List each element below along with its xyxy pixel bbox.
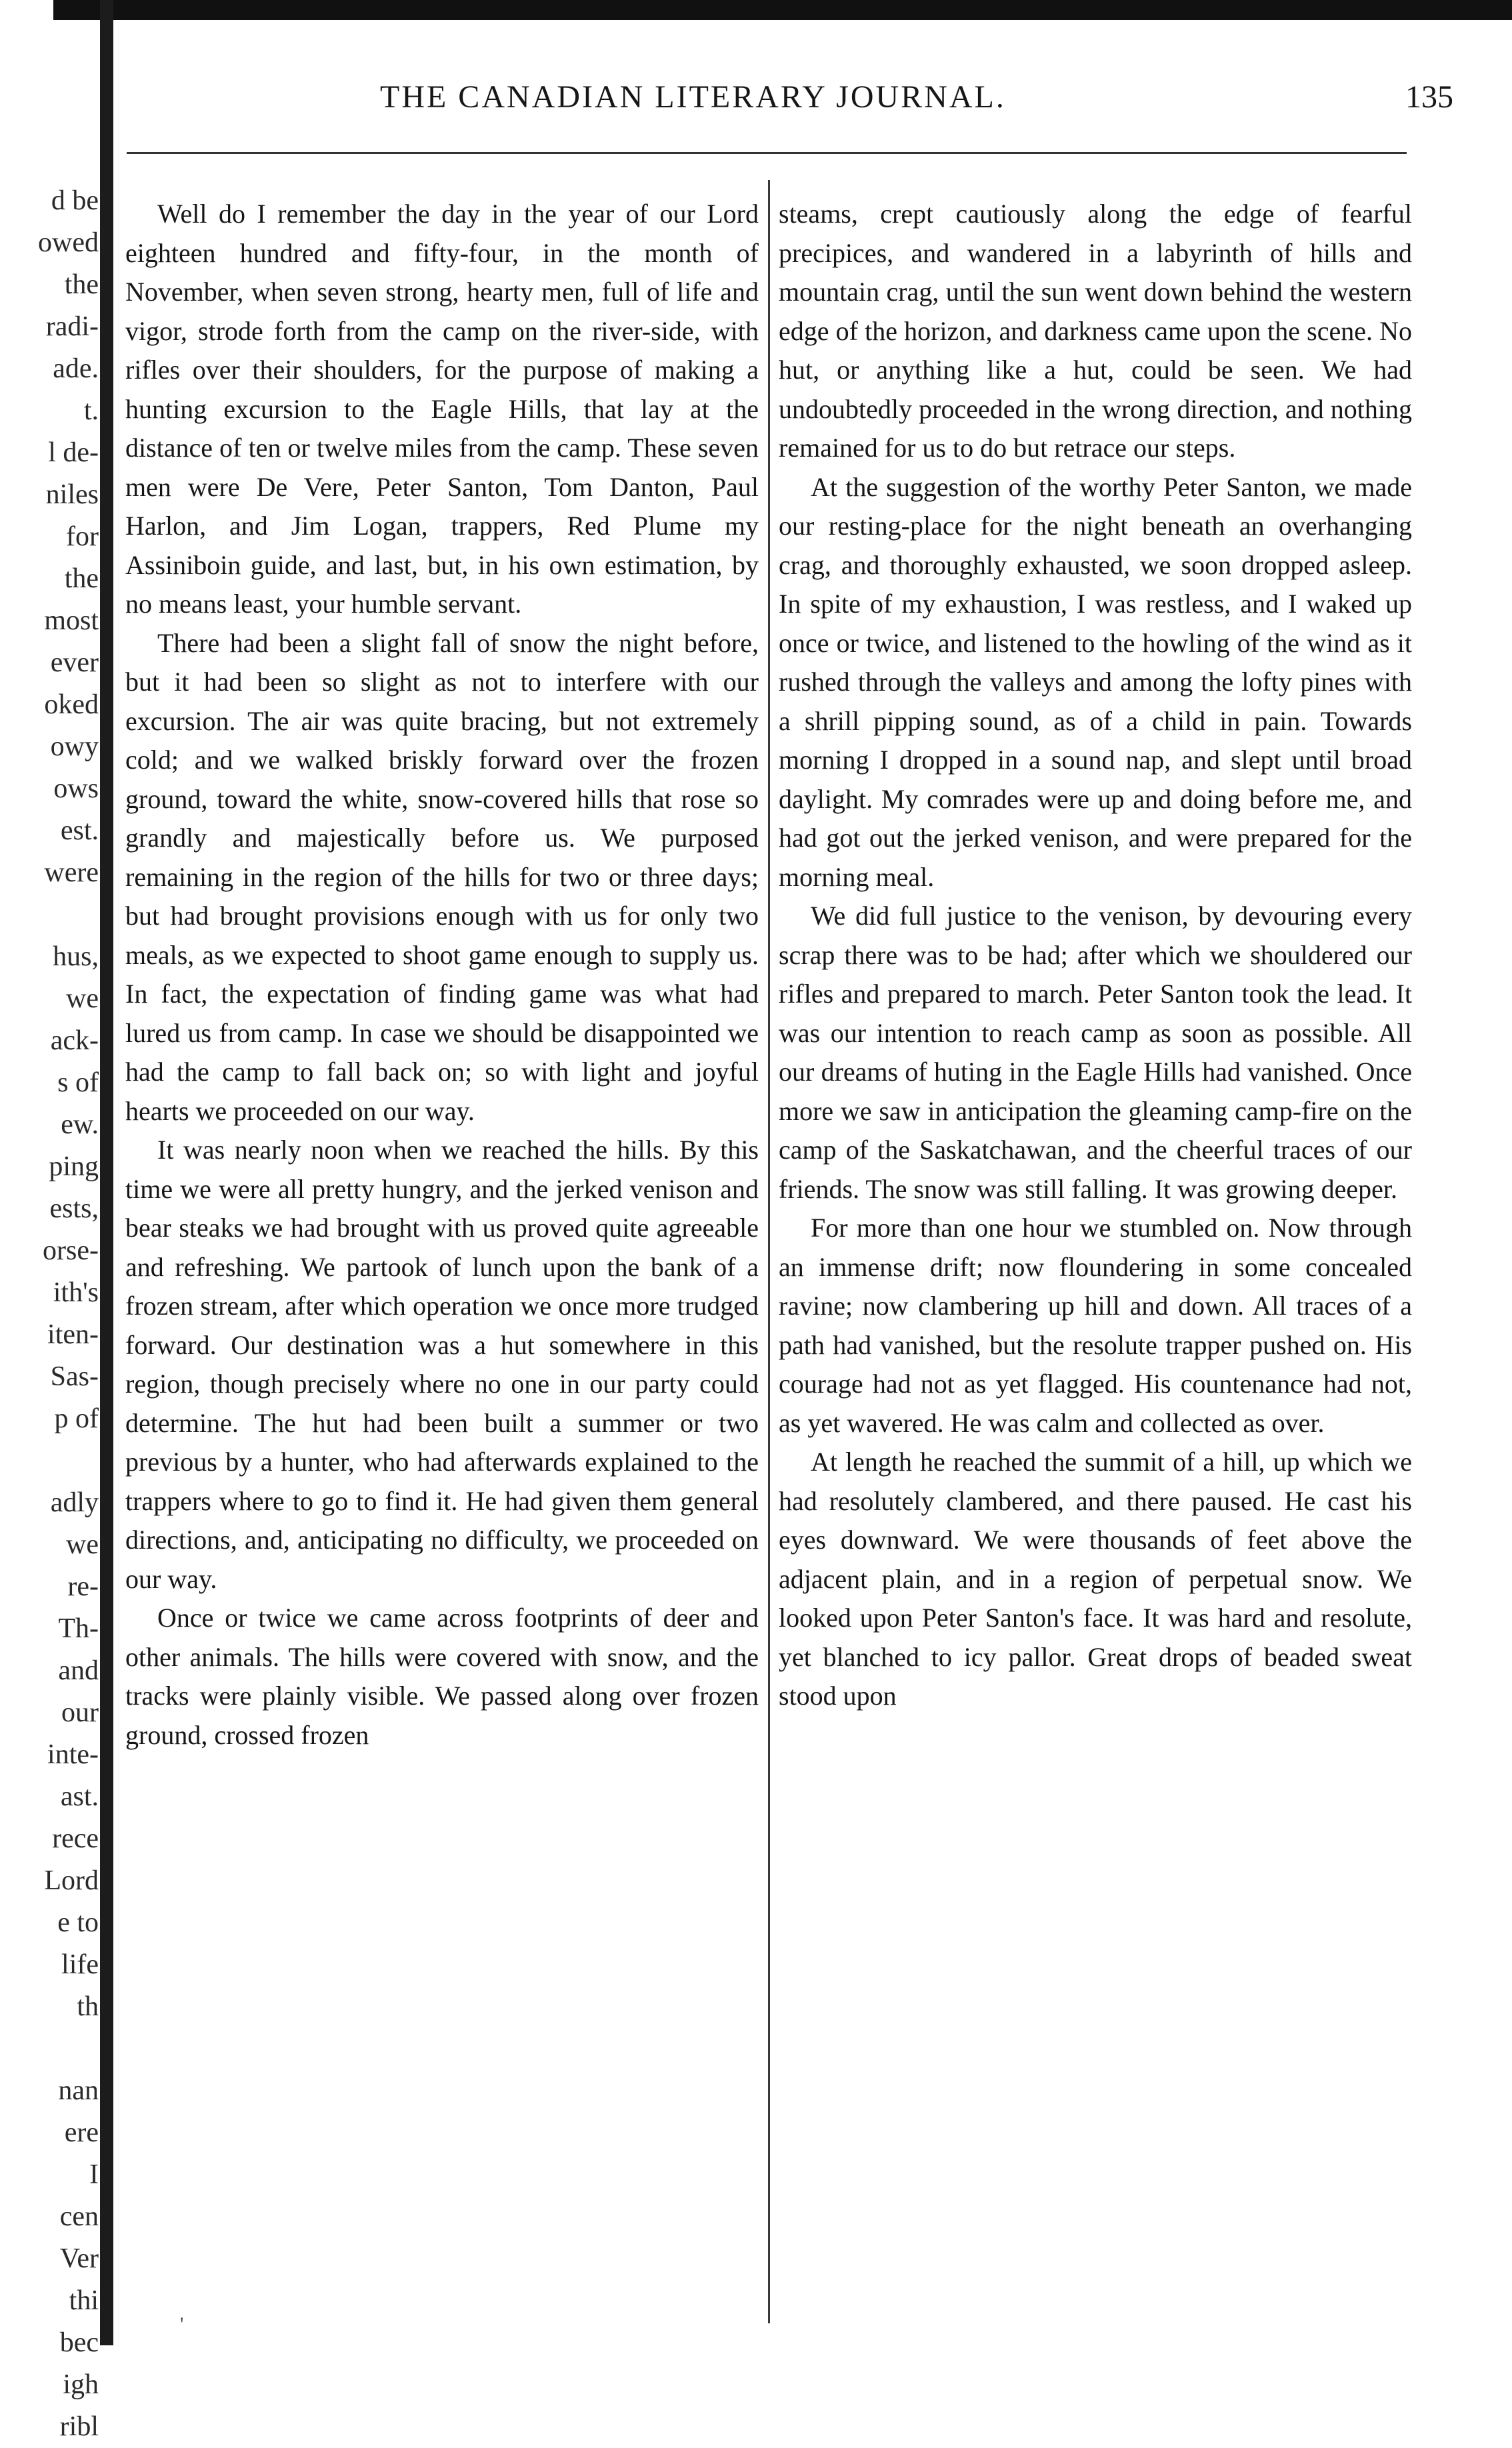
paragraph: Well do I remember the day in the year of our Lord eighteen hundred and fifty-four, in the month of November, when seven strong, hearty men, full of life and vigor, strode forth from the camp on the river-side, with rifles over their shoulders, for the purpose of making a hunting excursion to the Eagle Hills, that lay at the distance of ten or twelve miles from the camp. These seven men were De Vere, Peter Santon, Tom Danton, Paul Harlon, and Jim Logan, trappers, Red Plume my Assiniboin guide, and last, but, in his own estimation, by no means least, your humble servant.	[125, 199, 759, 619]
page-number: 135	[1405, 79, 1453, 115]
margin-fragment: rece	[52, 1823, 99, 1854]
running-header	[200, 79, 1453, 125]
margin-fragment: thi	[69, 2285, 99, 2316]
margin-fragment: owed	[38, 227, 99, 258]
margin-fragment: iten-	[47, 1319, 99, 1350]
margin-fragment	[0, 1440, 99, 1482]
margin-fragment: ith's	[53, 1277, 99, 1308]
margin-fragment: Sas-	[50, 1361, 99, 1392]
binding-edge-bar	[100, 0, 113, 2345]
paragraph-continued: steams, crept cautiously along the edge of fearful precipices, and wandered in a labyrinth of hills and mountain crag, until the sun went down behind the western edge of the horizon, and darkness came upon the scene. No hut, or anything like a hut, could be seen. We had undoubtedly proceeded in the wrong direction, and nothing remained for us to do but retrace our steps.	[779, 199, 1412, 463]
margin-fragment: ows	[53, 773, 99, 804]
margin-fragment: ack-	[50, 1025, 99, 1056]
margin-fragment	[0, 894, 99, 936]
column-divider	[768, 180, 770, 2323]
margin-fragment: est.	[60, 815, 99, 846]
margin-fragment: owy	[50, 731, 99, 762]
paragraph: For more than one hour we stumbled on. Now through an immense drift; now floundering in some concealed ravine; now clambering up hill and down. All traces of a path had vanished, but the resolute trapper pushed on. His courage had not as yet flagged. His countenance had not, as yet wavered. He was calm and collected as over.	[779, 1213, 1412, 1438]
margin-fragment: ade.	[53, 353, 99, 384]
header-rule	[127, 152, 1407, 154]
margin-fragment: inte-	[47, 1739, 99, 1770]
margin-fragment: ests,	[49, 1193, 99, 1224]
margin-fragment: ew.	[61, 1109, 99, 1140]
margin-fragment: Th-	[58, 1613, 99, 1644]
adjacent-page-fragments	[0, 180, 99, 2448]
margin-fragment: oked	[44, 689, 99, 720]
paragraph: Once or twice we came across footprints of deer and other animals. The hills were covered with snow, and the tracks were plainly visible. We passed along over frozen ground, crossed frozen	[125, 1603, 759, 1750]
margin-fragment: t.	[83, 395, 99, 426]
margin-fragment: niles	[45, 479, 99, 510]
margin-fragment: were	[44, 857, 99, 888]
margin-fragment: adly	[50, 1487, 99, 1518]
margin-fragment: the	[64, 269, 99, 300]
paragraph: There had been a slight fall of snow the night before, but it had been so slight as not to interfere with our excursion. The air was quite bracing, but not extremely cold; and we walked briskly forward over the frozen ground, toward the white, snow-covered hills that rose so grandly and majestically before us. We purposed remaining in the region of the hills for two or three days; but had brought provisions enough with us for only two meals, as we expected to shoot game enough to supply us. In fact, the expectation of finding game was what had lured us from camp. In case we should be disappointed we had the camp to fall back on; so with light and joyful hearts we proceeded on our way.	[125, 627, 759, 1126]
margin-fragment: bec	[59, 2327, 99, 2358]
margin-fragment: life	[61, 1949, 99, 1980]
margin-fragment: e to	[57, 1907, 99, 1938]
margin-fragment: orse-	[43, 1235, 99, 1266]
margin-fragment: for	[66, 521, 99, 552]
top-border-rule	[53, 0, 1512, 20]
margin-fragment: the	[64, 563, 99, 594]
margin-fragment: Lord	[44, 1865, 99, 1896]
margin-fragment: ping	[49, 1151, 99, 1182]
margin-fragment: nan	[58, 2075, 99, 2106]
margin-fragment: radi-	[45, 311, 99, 342]
margin-fragment: igh	[63, 2369, 99, 2400]
margin-fragment	[0, 2028, 99, 2070]
margin-fragment: ever	[50, 647, 99, 678]
margin-fragment: most	[44, 605, 99, 636]
margin-fragment: s of	[57, 1067, 99, 1098]
paragraph: At the suggestion of the worthy Peter Santon, we made our resting-place for the night beneath an overhanging crag, and thoroughly exhausted, we soon dropped asleep. In spite of my exhaustion, I was restless, and I waked up once or twice, and listened to the howling of the wind as it rushed through the valleys and among the lofty pines with a shrill pipping sound, as of a child in pain. Towards morning I dropped in a sound nap, and slept until broad daylight. My comrades were up and doing before me, and had got out the jerked venison, and were prepared for the morning meal.	[779, 471, 1412, 892]
paragraph: We did full justice to the venison, by devouring every scrap there was to be had; after which we shouldered our rifles and prepared to march. Peter Santon took the lead. It was our intention to reach camp as soon as possible. All our dreams of huting in the Eagle Hills had vanished. Once more we saw in anticipation the gleaming camp-fire on the camp of the Saskatchawan, and the cheerful traces of our friends. The snow was still falling. It was growing deeper.	[779, 901, 1412, 1204]
margin-fragment: d be	[51, 185, 99, 216]
paragraph: At length he reached the summit of a hill, up which we had resolutely clambered, and there paused. He cast his eyes downward. We were thousands of feet above the adjacent plain, and in a region of perpetual snow. We looked upon Peter Santon's face. It was hard and resolute, yet blanched to icy pallor. Great drops of beaded sweat stood upon	[779, 1447, 1412, 1711]
margin-fragment: re-	[67, 1571, 99, 1602]
margin-fragment: th	[77, 1991, 99, 2022]
margin-fragment: Ver	[59, 2243, 99, 2274]
margin-fragment: l de-	[48, 437, 99, 468]
margin-fragment: our	[61, 1697, 99, 1728]
margin-fragment: ast.	[60, 1781, 99, 1812]
margin-fragment: hus,	[53, 941, 99, 972]
left-column	[125, 195, 759, 1755]
stray-mark: '	[180, 2313, 184, 2335]
margin-fragment: I	[89, 2159, 99, 2190]
margin-fragment: ere	[64, 2117, 99, 2148]
margin-fragment: ribl	[59, 2411, 99, 2442]
margin-fragment: we	[66, 983, 99, 1014]
margin-fragment: p of	[54, 1403, 99, 1434]
margin-fragment: we	[66, 1529, 99, 1560]
journal-title: THE CANADIAN LITERARY JOURNAL.	[380, 79, 1006, 115]
paragraph: It was nearly noon when we reached the hills. By this time we were all pretty hungry, and the jerked venison and bear steaks we had brought with us proved quite agreeable and refreshing. We partook of lunch upon the bank of a frozen stream, after which operation we once more trudged forward. Our destination was a hut somewhere in this region, though precisely where no one in our party could determine. The hut had been built a summer or two previous by a hunter, who had afterwards explained to the trappers where to go to find it. He had given them general directions, and, anticipating no difficulty, we proceeded on our way.	[125, 1135, 759, 1594]
margin-fragment: and	[58, 1655, 99, 1686]
right-column	[779, 195, 1412, 1716]
margin-fragment: cen	[59, 2201, 99, 2232]
